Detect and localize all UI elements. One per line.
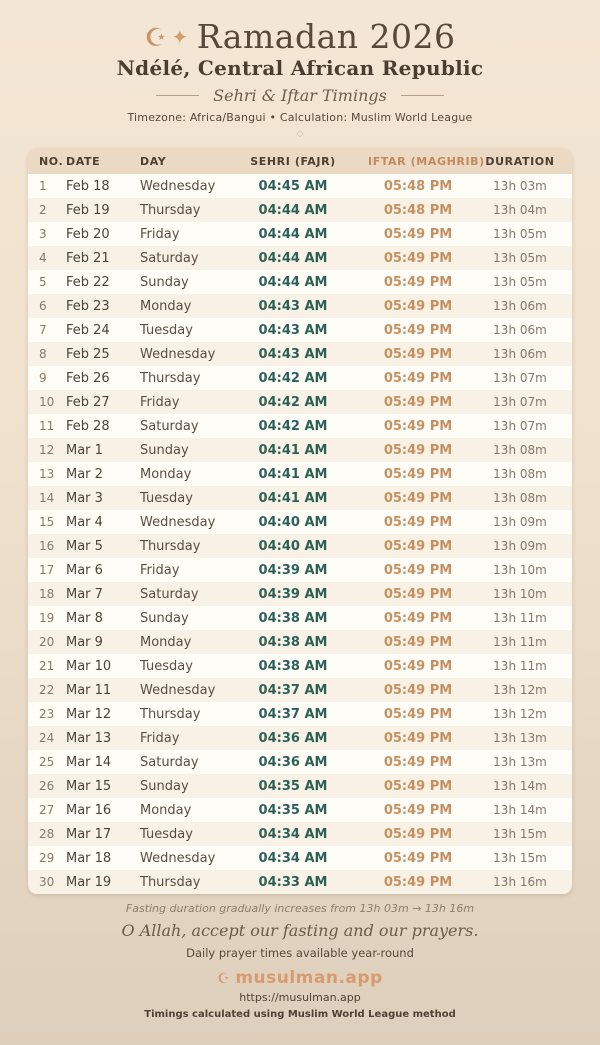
page-title <box>0 18 600 57</box>
row-date: Feb 21 <box>66 250 110 266</box>
row-number: 21 <box>39 659 55 673</box>
row-day: Saturday <box>140 754 199 770</box>
row-duration: 13h 08m <box>493 491 547 505</box>
row-day: Monday <box>140 466 192 482</box>
row-duration: 13h 11m <box>493 611 547 625</box>
row-duration: 13h 09m <box>493 515 547 529</box>
row-date: Mar 11 <box>66 682 112 698</box>
row-sehri-time: 04:44 AM <box>258 274 328 290</box>
row-duration: 13h 15m <box>493 827 547 841</box>
row-date: Mar 3 <box>66 490 103 506</box>
row-day: Saturday <box>140 586 199 602</box>
row-sehri-time: 04:37 AM <box>258 682 328 698</box>
row-number: 2 <box>39 203 47 217</box>
row-day: Thursday <box>140 202 201 218</box>
row-sehri-time: 04:45 AM <box>258 178 328 194</box>
row-day: Wednesday <box>140 850 216 866</box>
table-row <box>28 654 572 678</box>
availability-text: Daily prayer times available year-round <box>186 946 414 960</box>
row-sehri-time: 04:42 AM <box>258 418 328 434</box>
row-date: Mar 14 <box>66 754 112 770</box>
row-number: 6 <box>39 299 47 313</box>
row-duration: 13h 13m <box>493 755 547 769</box>
divider-line-right <box>401 95 444 96</box>
row-number: 18 <box>39 587 55 601</box>
table-row <box>28 294 572 318</box>
table-row <box>28 390 572 414</box>
table-row <box>28 534 572 558</box>
row-number: 24 <box>39 731 55 745</box>
col-header-day: DAY <box>140 155 167 168</box>
table-row <box>28 798 572 822</box>
row-date: Mar 17 <box>66 826 112 842</box>
table-row <box>28 678 572 702</box>
row-date: Mar 12 <box>66 706 112 722</box>
page-header <box>0 0 600 139</box>
table-row <box>28 366 572 390</box>
row-duration: 13h 12m <box>493 707 547 721</box>
table-row <box>28 558 572 582</box>
row-day: Monday <box>140 298 192 314</box>
table-row <box>28 510 572 534</box>
row-date: Mar 4 <box>66 514 103 530</box>
row-day: Thursday <box>140 538 201 554</box>
table-row <box>28 270 572 294</box>
row-day: Sunday <box>140 610 189 626</box>
row-iftar-time: 05:49 PM <box>383 394 453 410</box>
star-icon: ✦ <box>171 25 189 49</box>
col-header-date: DATE <box>66 155 101 168</box>
col-header-sehri: SEHRI (FAJR) <box>250 155 336 168</box>
table-row <box>28 198 572 222</box>
row-sehri-time: 04:39 AM <box>258 586 328 602</box>
table-row <box>28 774 572 798</box>
row-date: Feb 19 <box>66 202 110 218</box>
row-day: Tuesday <box>140 658 193 674</box>
row-date: Feb 28 <box>66 418 110 434</box>
row-date: Feb 22 <box>66 274 110 290</box>
row-number: 8 <box>39 347 47 361</box>
row-number: 30 <box>39 875 55 889</box>
row-day: Tuesday <box>140 322 193 338</box>
row-day: Saturday <box>140 418 199 434</box>
row-sehri-time: 04:39 AM <box>258 562 328 578</box>
row-sehri-time: 04:43 AM <box>258 322 328 338</box>
table-row <box>28 846 572 870</box>
timezone-calculation-meta: Timezone: Africa/Bangui • Calculation: Muslim World League <box>127 111 473 124</box>
row-sehri-time: 04:41 AM <box>258 490 328 506</box>
row-iftar-time: 05:48 PM <box>383 202 453 218</box>
row-day: Wednesday <box>140 682 216 698</box>
row-sehri-time: 04:35 AM <box>258 778 328 794</box>
row-sehri-time: 04:37 AM <box>258 706 328 722</box>
table-row <box>28 414 572 438</box>
row-iftar-time: 05:49 PM <box>383 370 453 386</box>
col-header-duration: DURATION <box>485 155 555 168</box>
table-row <box>28 630 572 654</box>
row-duration: 13h 12m <box>493 683 547 697</box>
timings-table <box>28 149 572 894</box>
row-day: Thursday <box>140 370 201 386</box>
row-number: 26 <box>39 779 55 793</box>
table-row <box>28 318 572 342</box>
row-sehri-time: 04:43 AM <box>258 346 328 362</box>
row-sehri-time: 04:35 AM <box>258 802 328 818</box>
section-divider <box>0 85 600 105</box>
row-day: Thursday <box>140 706 201 722</box>
row-iftar-time: 05:49 PM <box>383 298 453 314</box>
row-day: Friday <box>140 226 180 242</box>
row-day: Monday <box>140 634 192 650</box>
row-iftar-time: 05:48 PM <box>383 178 453 194</box>
row-date: Mar 8 <box>66 610 103 626</box>
location-subtitle: Ndélé, Central African Republic <box>116 56 484 80</box>
row-sehri-time: 04:44 AM <box>258 250 328 266</box>
row-number: 17 <box>39 563 55 577</box>
row-number: 25 <box>39 755 55 769</box>
table-row <box>28 750 572 774</box>
table-row <box>28 486 572 510</box>
table-row <box>28 582 572 606</box>
row-iftar-time: 05:49 PM <box>383 658 453 674</box>
row-date: Mar 16 <box>66 802 112 818</box>
row-date: Mar 19 <box>66 874 112 890</box>
row-iftar-time: 05:49 PM <box>383 538 453 554</box>
row-duration: 13h 15m <box>493 851 547 865</box>
row-iftar-time: 05:49 PM <box>383 610 453 626</box>
duration-increase-note: Fasting duration gradually increases from 13h 03m → 13h 16m <box>125 902 475 915</box>
table-header-row <box>28 149 572 174</box>
row-number: 3 <box>39 227 47 241</box>
row-sehri-time: 04:40 AM <box>258 538 328 554</box>
row-duration: 13h 16m <box>493 875 547 889</box>
row-duration: 13h 07m <box>493 371 547 385</box>
row-duration: 13h 14m <box>493 779 547 793</box>
row-number: 10 <box>39 395 55 409</box>
row-day: Tuesday <box>140 826 193 842</box>
row-date: Mar 13 <box>66 730 112 746</box>
row-date: Feb 27 <box>66 394 110 410</box>
row-iftar-time: 05:49 PM <box>383 418 453 434</box>
row-iftar-time: 05:49 PM <box>383 514 453 530</box>
table-body <box>28 174 572 894</box>
row-duration: 13h 08m <box>493 443 547 457</box>
calculation-method-note: Timings calculated using Muslim World League method <box>144 1009 456 1020</box>
row-iftar-time: 05:49 PM <box>383 754 453 770</box>
row-number: 5 <box>39 275 47 289</box>
row-duration: 13h 11m <box>493 659 547 673</box>
row-number: 11 <box>39 419 55 433</box>
row-duration: 13h 05m <box>493 251 547 265</box>
row-iftar-time: 05:49 PM <box>383 730 453 746</box>
row-sehri-time: 04:36 AM <box>258 730 328 746</box>
table-row <box>28 702 572 726</box>
row-iftar-time: 05:49 PM <box>383 346 453 362</box>
row-duration: 13h 09m <box>493 539 547 553</box>
table-row <box>28 606 572 630</box>
table-row <box>28 174 572 198</box>
row-date: Mar 10 <box>66 658 112 674</box>
row-date: Mar 6 <box>66 562 103 578</box>
col-header-no: NO. <box>39 155 64 168</box>
row-number: 12 <box>39 443 55 457</box>
row-duration: 13h 13m <box>493 731 547 745</box>
row-iftar-time: 05:49 PM <box>383 634 453 650</box>
row-date: Mar 2 <box>66 466 103 482</box>
row-iftar-time: 05:49 PM <box>383 250 453 266</box>
title-text: Ramadan 2026 <box>196 17 456 56</box>
row-iftar-time: 05:49 PM <box>383 778 453 794</box>
row-duration: 13h 14m <box>493 803 547 817</box>
row-day: Sunday <box>140 274 189 290</box>
row-number: 4 <box>39 251 47 265</box>
row-day: Sunday <box>140 778 189 794</box>
brand-name: musulman.app <box>235 968 383 988</box>
row-iftar-time: 05:49 PM <box>383 322 453 338</box>
table-row <box>28 462 572 486</box>
row-number: 22 <box>39 683 55 697</box>
row-sehri-time: 04:43 AM <box>258 298 328 314</box>
row-iftar-time: 05:49 PM <box>383 586 453 602</box>
row-day: Wednesday <box>140 514 216 530</box>
row-sehri-time: 04:44 AM <box>258 202 328 218</box>
row-duration: 13h 05m <box>493 275 547 289</box>
table-row <box>28 726 572 750</box>
row-day: Friday <box>140 394 180 410</box>
section-title: Sehri & Iftar Timings <box>213 85 387 105</box>
row-day: Monday <box>140 802 192 818</box>
row-sehri-time: 04:41 AM <box>258 466 328 482</box>
row-iftar-time: 05:49 PM <box>383 706 453 722</box>
row-duration: 13h 10m <box>493 587 547 601</box>
row-day: Thursday <box>140 874 201 890</box>
row-number: 7 <box>39 323 47 337</box>
crescent-moon-icon: ☪ <box>144 23 168 52</box>
row-number: 19 <box>39 611 55 625</box>
row-duration: 13h 10m <box>493 563 547 577</box>
row-iftar-time: 05:49 PM <box>383 826 453 842</box>
row-duration: 13h 04m <box>493 203 547 217</box>
row-sehri-time: 04:34 AM <box>258 826 328 842</box>
row-sehri-time: 04:38 AM <box>258 634 328 650</box>
row-date: Mar 15 <box>66 778 112 794</box>
row-sehri-time: 04:36 AM <box>258 754 328 770</box>
row-date: Mar 7 <box>66 586 103 602</box>
row-day: Friday <box>140 562 180 578</box>
row-sehri-time: 04:40 AM <box>258 514 328 530</box>
row-day: Sunday <box>140 442 189 458</box>
row-date: Feb 23 <box>66 298 110 314</box>
row-date: Mar 5 <box>66 538 103 554</box>
row-sehri-time: 04:42 AM <box>258 370 328 386</box>
row-date: Mar 9 <box>66 634 103 650</box>
table-row <box>28 870 572 894</box>
table-row <box>28 342 572 366</box>
row-day: Saturday <box>140 250 199 266</box>
row-date: Feb 25 <box>66 346 110 362</box>
table-row <box>28 246 572 270</box>
row-sehri-time: 04:33 AM <box>258 874 328 890</box>
table-row <box>28 222 572 246</box>
divider-line-left <box>156 95 199 96</box>
row-duration: 13h 03m <box>493 179 547 193</box>
row-number: 1 <box>39 179 47 193</box>
row-iftar-time: 05:49 PM <box>383 850 453 866</box>
dua-text: O Allah, accept our fasting and our prayers. <box>121 921 479 940</box>
row-duration: 13h 11m <box>493 635 547 649</box>
row-date: Feb 18 <box>66 178 110 194</box>
row-iftar-time: 05:49 PM <box>383 562 453 578</box>
row-sehri-time: 04:34 AM <box>258 850 328 866</box>
row-number: 15 <box>39 515 55 529</box>
row-duration: 13h 07m <box>493 395 547 409</box>
row-number: 13 <box>39 467 55 481</box>
diamond-icon: ◇ <box>296 129 304 139</box>
row-iftar-time: 05:49 PM <box>383 442 453 458</box>
brand-crescent-icon: ☪ <box>217 971 231 987</box>
col-header-iftar: IFTAR (MAGHRIB) <box>368 155 485 168</box>
row-date: Mar 18 <box>66 850 112 866</box>
row-number: 14 <box>39 491 55 505</box>
row-sehri-time: 04:38 AM <box>258 658 328 674</box>
row-sehri-time: 04:41 AM <box>258 442 328 458</box>
row-day: Wednesday <box>140 178 216 194</box>
row-iftar-time: 05:49 PM <box>383 226 453 242</box>
row-day: Friday <box>140 730 180 746</box>
row-iftar-time: 05:49 PM <box>383 682 453 698</box>
row-iftar-time: 05:49 PM <box>383 466 453 482</box>
row-date: Feb 26 <box>66 370 110 386</box>
row-date: Mar 1 <box>66 442 103 458</box>
row-number: 20 <box>39 635 55 649</box>
row-sehri-time: 04:38 AM <box>258 610 328 626</box>
row-number: 23 <box>39 707 55 721</box>
row-number: 29 <box>39 851 55 865</box>
row-number: 9 <box>39 371 47 385</box>
row-iftar-time: 05:49 PM <box>383 490 453 506</box>
page-footer <box>0 902 600 1020</box>
row-iftar-time: 05:49 PM <box>383 274 453 290</box>
table-row <box>28 822 572 846</box>
brand-url[interactable]: https://musulman.app <box>239 991 361 1004</box>
row-duration: 13h 06m <box>493 347 547 361</box>
row-sehri-time: 04:42 AM <box>258 394 328 410</box>
row-sehri-time: 04:44 AM <box>258 226 328 242</box>
row-date: Feb 24 <box>66 322 110 338</box>
brand-link[interactable] <box>0 968 600 988</box>
row-iftar-time: 05:49 PM <box>383 874 453 890</box>
row-iftar-time: 05:49 PM <box>383 802 453 818</box>
row-duration: 13h 06m <box>493 299 547 313</box>
row-duration: 13h 08m <box>493 467 547 481</box>
row-number: 27 <box>39 803 55 817</box>
row-number: 16 <box>39 539 55 553</box>
row-day: Wednesday <box>140 346 216 362</box>
row-date: Feb 20 <box>66 226 110 242</box>
row-duration: 13h 05m <box>493 227 547 241</box>
row-number: 28 <box>39 827 55 841</box>
row-duration: 13h 07m <box>493 419 547 433</box>
row-duration: 13h 06m <box>493 323 547 337</box>
row-day: Tuesday <box>140 490 193 506</box>
table-row <box>28 438 572 462</box>
